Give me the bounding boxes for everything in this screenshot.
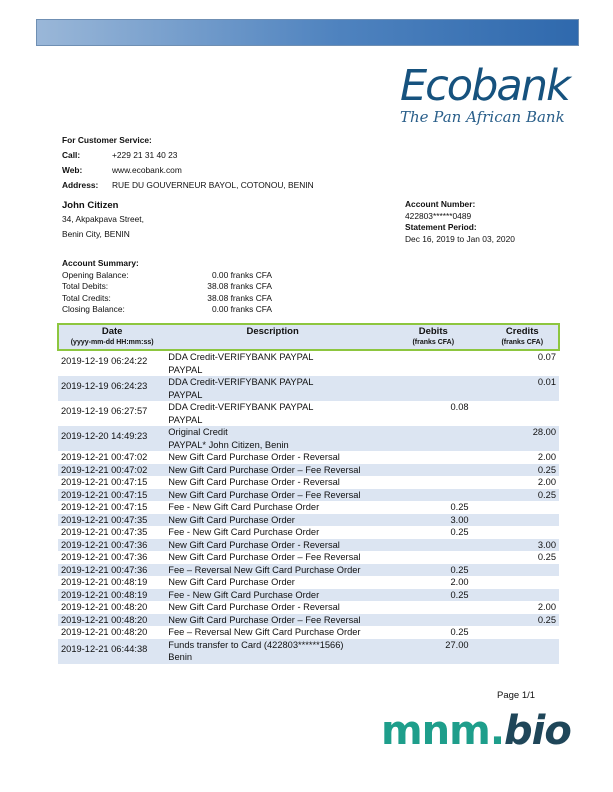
debits-header-unit: (franks CFA) <box>412 339 455 346</box>
credit-cell-text: 0.25 <box>537 614 556 625</box>
date-header-unit: (yyyy-mm-dd HH:mm:ss) <box>70 339 154 346</box>
date-cell <box>58 639 165 664</box>
date-cell <box>58 551 165 564</box>
date-cell-text: 2019-12-21 00:48:20 <box>61 602 148 612</box>
description-line: DDA Credit-VERIFYBANK PAYPAL <box>168 352 314 362</box>
description-line: New Gift Card Purchase Order – Fee Reversal <box>168 464 361 475</box>
date-cell <box>58 526 165 539</box>
summary-row <box>62 304 272 316</box>
table-header-row <box>58 324 559 350</box>
credit-cell-text: 3.00 <box>537 539 556 550</box>
description-line: New Gift Card Purchase Order - Reversal <box>168 477 340 487</box>
credits-header <box>487 324 559 350</box>
date-header-label: Date <box>101 326 123 337</box>
debit-cell-text: 0.25 <box>450 564 469 575</box>
table-row <box>58 626 559 639</box>
summary-label: Opening Balance: <box>62 269 129 280</box>
table-row <box>58 401 559 426</box>
date-cell <box>58 376 165 401</box>
description-line: Fee - New Gift Card Purchase Order <box>168 502 320 512</box>
date-cell-text: 2019-12-21 00:48:20 <box>61 627 148 637</box>
customer-block <box>62 199 144 242</box>
customer-city: Benin City, BENIN <box>62 229 130 239</box>
call-label: Call: <box>62 150 81 160</box>
table-row <box>58 601 559 614</box>
debit-cell <box>380 401 487 426</box>
table-row <box>58 614 559 627</box>
credit-cell-text: 0.25 <box>537 552 556 562</box>
debit-cell <box>380 376 487 401</box>
table-row <box>58 476 559 489</box>
credit-cell <box>487 476 559 489</box>
description-line: New Gift Card Purchase Order - Reversal <box>168 539 340 550</box>
account-block <box>405 199 515 245</box>
description-cell <box>165 526 380 539</box>
date-cell-text: 2019-12-21 00:47:36 <box>61 552 148 562</box>
description-line: New Gift Card Purchase Order - Reversal <box>168 452 340 462</box>
summary-label: Total Credits: <box>62 292 111 303</box>
table-row <box>58 426 559 451</box>
description-line: Fee – Reversal New Gift Card Purchase Order <box>168 564 361 575</box>
description-line: Fee – Reversal New Gift Card Purchase Order <box>168 627 361 637</box>
credit-cell-text: 2.00 <box>537 452 556 462</box>
date-cell <box>58 626 165 639</box>
summary-row <box>62 281 272 293</box>
date-cell-text: 2019-12-21 00:47:15 <box>61 502 148 512</box>
description-line: New Gift Card Purchase Order – Fee Reversal <box>168 552 361 562</box>
description-line: New Gift Card Purchase Order – Fee Reversal <box>168 489 361 500</box>
date-cell-text: 2019-12-21 00:47:02 <box>61 452 148 462</box>
credit-cell <box>487 501 559 514</box>
description-line-2: PAYPAL* John Citizen, Benin <box>168 439 289 450</box>
account-summary <box>62 258 272 316</box>
description-cell <box>165 639 380 664</box>
date-cell <box>58 576 165 589</box>
credit-cell <box>487 401 559 426</box>
credit-cell-text: 0.25 <box>537 489 556 500</box>
table-row <box>58 376 559 401</box>
date-cell-text: 2019-12-20 14:49:23 <box>61 431 148 441</box>
description-cell <box>165 451 380 464</box>
debit-cell <box>380 626 487 639</box>
table-row <box>58 589 559 602</box>
bank-name: Ecobank <box>400 61 569 111</box>
description-line: Original Credit <box>168 427 228 437</box>
credit-cell-text: 2.00 <box>537 602 556 612</box>
date-cell-text: 2019-12-21 00:47:02 <box>61 464 148 475</box>
table-row <box>58 564 559 577</box>
date-cell-text: 2019-12-21 00:48:20 <box>61 614 148 625</box>
description-line: New Gift Card Purchase Order <box>168 577 295 587</box>
date-cell <box>58 539 165 552</box>
table-row <box>58 576 559 589</box>
watermark-part1: mnm. <box>381 708 505 754</box>
debit-cell <box>380 564 487 577</box>
table-row <box>58 464 559 477</box>
table-row <box>58 350 559 376</box>
debit-cell-text: 0.25 <box>450 589 469 600</box>
debit-cell <box>380 639 487 664</box>
date-cell <box>58 614 165 627</box>
summary-value: 38.08 franks CFA <box>207 281 272 291</box>
date-cell-text: 2019-12-21 00:47:35 <box>61 527 148 537</box>
debit-cell <box>380 489 487 502</box>
debit-cell <box>380 501 487 514</box>
debit-cell-text: 0.25 <box>450 627 469 637</box>
credit-cell-text: 0.01 <box>537 377 556 387</box>
description-cell <box>165 376 380 401</box>
account-number-label: Account Number: <box>405 199 476 209</box>
date-cell <box>58 464 165 477</box>
date-cell <box>58 401 165 426</box>
description-cell <box>165 601 380 614</box>
table-row <box>58 514 559 527</box>
date-cell-text: 2019-12-19 06:24:23 <box>61 381 148 391</box>
date-cell <box>58 426 165 451</box>
debit-cell-text: 3.00 <box>450 514 469 525</box>
date-cell-text: 2019-12-21 00:47:36 <box>61 564 148 575</box>
debit-cell-text: 2.00 <box>450 577 469 587</box>
web-label: Web: <box>62 165 83 175</box>
credit-cell <box>487 489 559 502</box>
credit-cell <box>487 639 559 664</box>
credit-cell <box>487 576 559 589</box>
credit-cell <box>487 589 559 602</box>
description-cell <box>165 464 380 477</box>
summary-label: Total Debits: <box>62 281 109 291</box>
debit-cell <box>380 601 487 614</box>
debit-cell-text: 0.08 <box>450 402 469 412</box>
debit-cell <box>380 514 487 527</box>
credit-cell <box>487 564 559 577</box>
debit-cell <box>380 551 487 564</box>
debit-cell <box>380 526 487 539</box>
address-label: Address: <box>62 180 99 190</box>
credit-cell <box>487 526 559 539</box>
date-cell-text: 2019-12-21 00:48:19 <box>61 577 148 587</box>
credit-cell-text: 0.07 <box>537 352 556 362</box>
debit-cell <box>380 539 487 552</box>
description-cell <box>165 564 380 577</box>
description-cell <box>165 539 380 552</box>
bank-logo <box>400 62 570 126</box>
date-cell <box>58 489 165 502</box>
description-line: New Gift Card Purchase Order - Reversal <box>168 602 340 612</box>
credit-cell <box>487 451 559 464</box>
date-cell-text: 2019-12-21 00:47:36 <box>61 539 148 550</box>
table-row <box>58 539 559 552</box>
customer-street: 34, Akpakpava Street, <box>62 214 144 224</box>
date-cell-text: 2019-12-19 06:27:57 <box>61 406 148 416</box>
credit-cell <box>487 350 559 376</box>
credit-cell <box>487 514 559 527</box>
web-link[interactable]: www.ecobank.com <box>112 165 182 175</box>
date-cell-text: 2019-12-21 00:47:35 <box>61 514 148 525</box>
debit-cell-text: 27.00 <box>445 639 469 650</box>
customer-service-heading: For Customer Service: <box>62 135 152 145</box>
debit-cell <box>380 464 487 477</box>
date-cell <box>58 601 165 614</box>
customer-name: John Citizen <box>62 200 119 211</box>
credit-cell <box>487 376 559 401</box>
description-line: DDA Credit-VERIFYBANK PAYPAL <box>168 377 314 387</box>
date-cell <box>58 501 165 514</box>
description-cell <box>165 489 380 502</box>
date-cell-text: 2019-12-21 00:47:15 <box>61 477 148 487</box>
debit-cell <box>380 350 487 376</box>
description-cell <box>165 576 380 589</box>
date-cell-text: 2019-12-21 06:44:38 <box>61 643 148 654</box>
header-bar <box>36 19 579 46</box>
debits-header-label: Debits <box>418 326 448 337</box>
table-row <box>58 639 559 664</box>
debit-cell <box>380 576 487 589</box>
description-cell <box>165 551 380 564</box>
credits-header-label: Credits <box>505 326 539 337</box>
debit-cell-text: 0.25 <box>450 502 469 512</box>
credit-cell <box>487 551 559 564</box>
description-cell <box>165 514 380 527</box>
summary-heading: Account Summary: <box>62 258 139 268</box>
page-number: Page 1/1 <box>497 690 536 701</box>
description-line-2: Benin <box>168 652 193 662</box>
bank-tagline: The Pan African Bank <box>400 108 565 126</box>
debit-cell <box>380 589 487 602</box>
date-header <box>58 324 165 350</box>
date-cell <box>58 476 165 489</box>
description-line-2: PAYPAL <box>168 364 203 375</box>
summary-row <box>62 270 272 282</box>
date-cell <box>58 589 165 602</box>
credit-cell <box>487 426 559 451</box>
date-cell <box>58 564 165 577</box>
table-row <box>58 489 559 502</box>
credits-header-unit: (franks CFA) <box>501 339 544 346</box>
description-line: Funds transfer to Card (422803******1566) <box>168 639 344 650</box>
table-row <box>58 526 559 539</box>
description-cell <box>165 476 380 489</box>
description-cell <box>165 614 380 627</box>
transactions-table <box>57 323 560 664</box>
description-line: Fee - New Gift Card Purchase Order <box>168 589 320 600</box>
table-row <box>58 451 559 464</box>
summary-row <box>62 293 272 305</box>
account-number: 422803******0489 <box>405 210 472 221</box>
summary-value: 0.00 franks CFA <box>211 304 272 314</box>
credit-cell <box>487 626 559 639</box>
description-cell <box>165 501 380 514</box>
date-cell <box>58 514 165 527</box>
description-cell <box>165 401 380 426</box>
description-line-2: PAYPAL <box>168 389 203 400</box>
credit-cell <box>487 539 559 552</box>
debit-cell-text: 0.25 <box>450 527 469 537</box>
description-cell <box>165 626 380 639</box>
debit-cell <box>380 476 487 489</box>
description-cell <box>165 426 380 451</box>
description-line: New Gift Card Purchase Order <box>168 514 295 525</box>
description-line-2: PAYPAL <box>168 414 203 425</box>
description-cell <box>165 350 380 376</box>
date-cell-text: 2019-12-19 06:24:22 <box>61 356 148 366</box>
debit-cell <box>380 614 487 627</box>
customer-service <box>62 133 314 193</box>
date-cell <box>58 350 165 376</box>
description-header: Description <box>165 324 380 350</box>
statement-period: Dec 16, 2019 to Jan 03, 2020 <box>405 233 515 244</box>
watermark-part2: bio <box>504 708 571 754</box>
description-line: Fee - New Gift Card Purchase Order <box>168 527 320 537</box>
call-number: +229 21 31 40 23 <box>112 150 178 160</box>
watermark-logo <box>381 708 571 754</box>
table-row <box>58 551 559 564</box>
credit-cell-text: 0.25 <box>537 464 556 475</box>
credit-cell-text: 2.00 <box>537 477 556 487</box>
credit-cell-text: 28.00 <box>532 427 556 437</box>
statement-period-label: Statement Period: <box>405 222 477 232</box>
date-cell-text: 2019-12-21 00:48:19 <box>61 589 148 600</box>
bank-address: RUE DU GOUVERNEUR BAYOL, COTONOU, BENIN <box>112 180 314 190</box>
description-line: New Gift Card Purchase Order – Fee Reversal <box>168 614 361 625</box>
date-cell <box>58 451 165 464</box>
description-line: DDA Credit-VERIFYBANK PAYPAL <box>168 402 314 412</box>
summary-value: 38.08 franks CFA <box>207 292 272 303</box>
credit-cell <box>487 601 559 614</box>
date-cell-text: 2019-12-21 00:47:15 <box>61 489 148 500</box>
description-cell <box>165 589 380 602</box>
table-row <box>58 501 559 514</box>
debits-header <box>380 324 487 350</box>
debit-cell <box>380 451 487 464</box>
credit-cell <box>487 614 559 627</box>
credit-cell <box>487 464 559 477</box>
summary-label: Closing Balance: <box>62 304 125 314</box>
debit-cell <box>380 426 487 451</box>
summary-value: 0.00 franks CFA <box>211 269 272 280</box>
